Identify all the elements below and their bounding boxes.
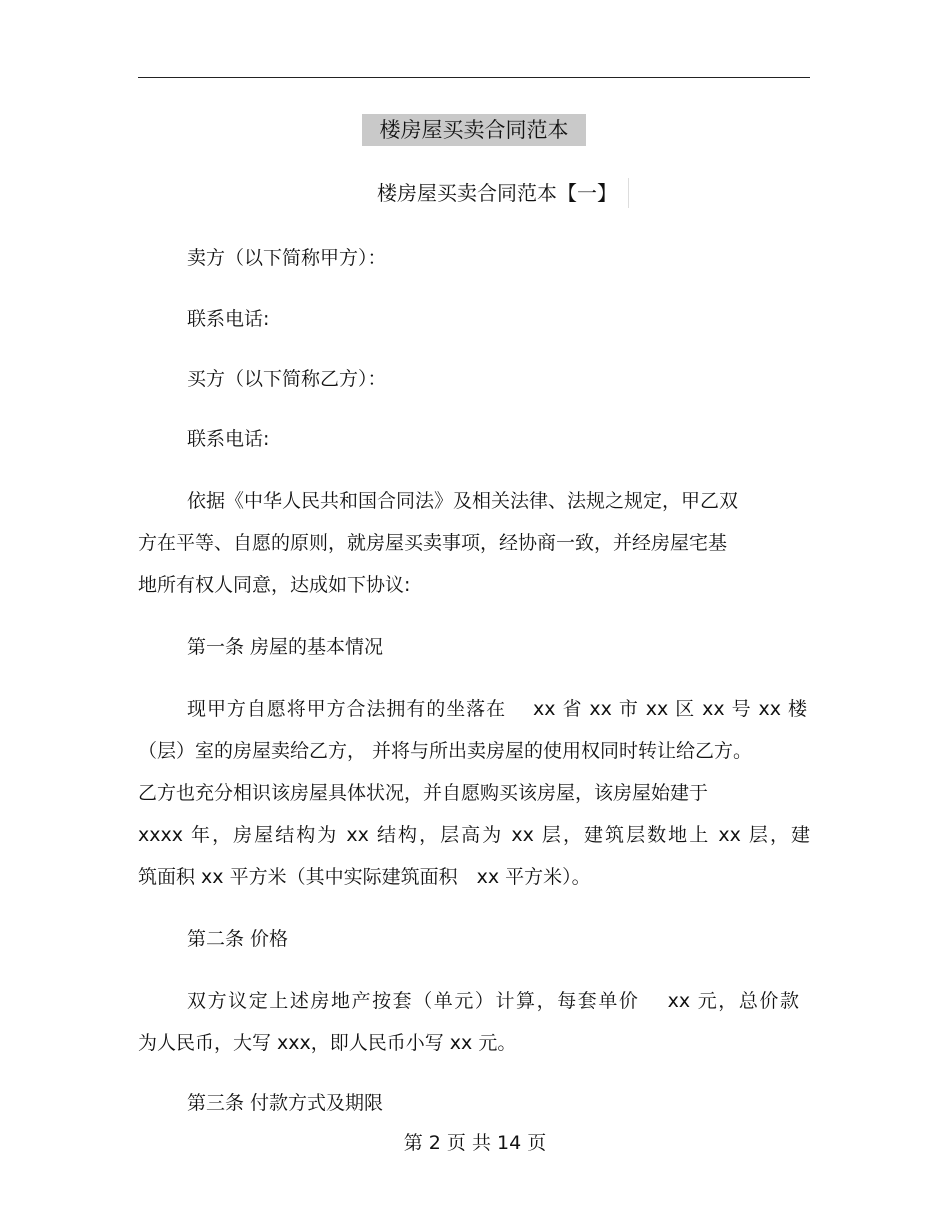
article-2-line-1: 双方议定上述房地产按套（单元）计算，每套单价 xx 元，总价款 <box>187 990 799 1012</box>
article-1-line-1: 现甲方自愿将甲方合法拥有的坐落在 xx 省 xx 市 xx 区 xx 号 xx 楼 <box>187 698 807 720</box>
article-2-heading: 第二条 价格 <box>187 928 289 950</box>
page-number: 第 2 页 共 14 页 <box>403 1132 547 1154</box>
seller-line: 卖方（以下简称甲方）： <box>187 247 387 269</box>
article-1-line-5: 筑面积 xx 平方米（其中实际建筑面积 xx 平方米）。 <box>138 866 591 888</box>
document-subtitle: 楼房屋买卖合同范本【一】 <box>366 178 629 208</box>
article-3-heading: 第三条 付款方式及期限 <box>187 1092 384 1114</box>
article-1-line-3: 乙方也充分相识该房屋具体状况，并自愿购买该房屋，该房屋始建于 <box>138 782 709 804</box>
intro-line-3: 地所有权人同意，达成如下协议: <box>138 574 411 596</box>
buyer-phone-line: 联系电话: <box>187 428 270 450</box>
seller-phone-line: 联系电话: <box>187 308 270 330</box>
buyer-line: 买方（以下简称乙方）： <box>187 368 387 390</box>
article-2-line-2: 为人民币，大写 xxx，即人民币小写 xx 元。 <box>138 1032 517 1054</box>
article-1-line-4: xxxx 年，房屋结构为 xx 结构，层高为 xx 层，建筑层数地上 xx 层，建 <box>138 824 810 846</box>
intro-line-2: 方在平等、自愿的原则，就房屋买卖事项，经协商一致，并经房屋宅基 <box>138 532 728 554</box>
document-title: 楼房屋买卖合同范本 <box>362 114 586 146</box>
article-1-heading: 第一条 房屋的基本情况 <box>187 636 384 658</box>
article-1-line-2: （层）室的房屋卖给乙方， 并将与所出卖房屋的使用权同时转让给乙方。 <box>138 740 753 762</box>
intro-line-1: 依据《中华人民共和国合同法》及相关法律、法规之规定，甲乙双 <box>187 490 739 512</box>
header-rule <box>138 77 810 78</box>
